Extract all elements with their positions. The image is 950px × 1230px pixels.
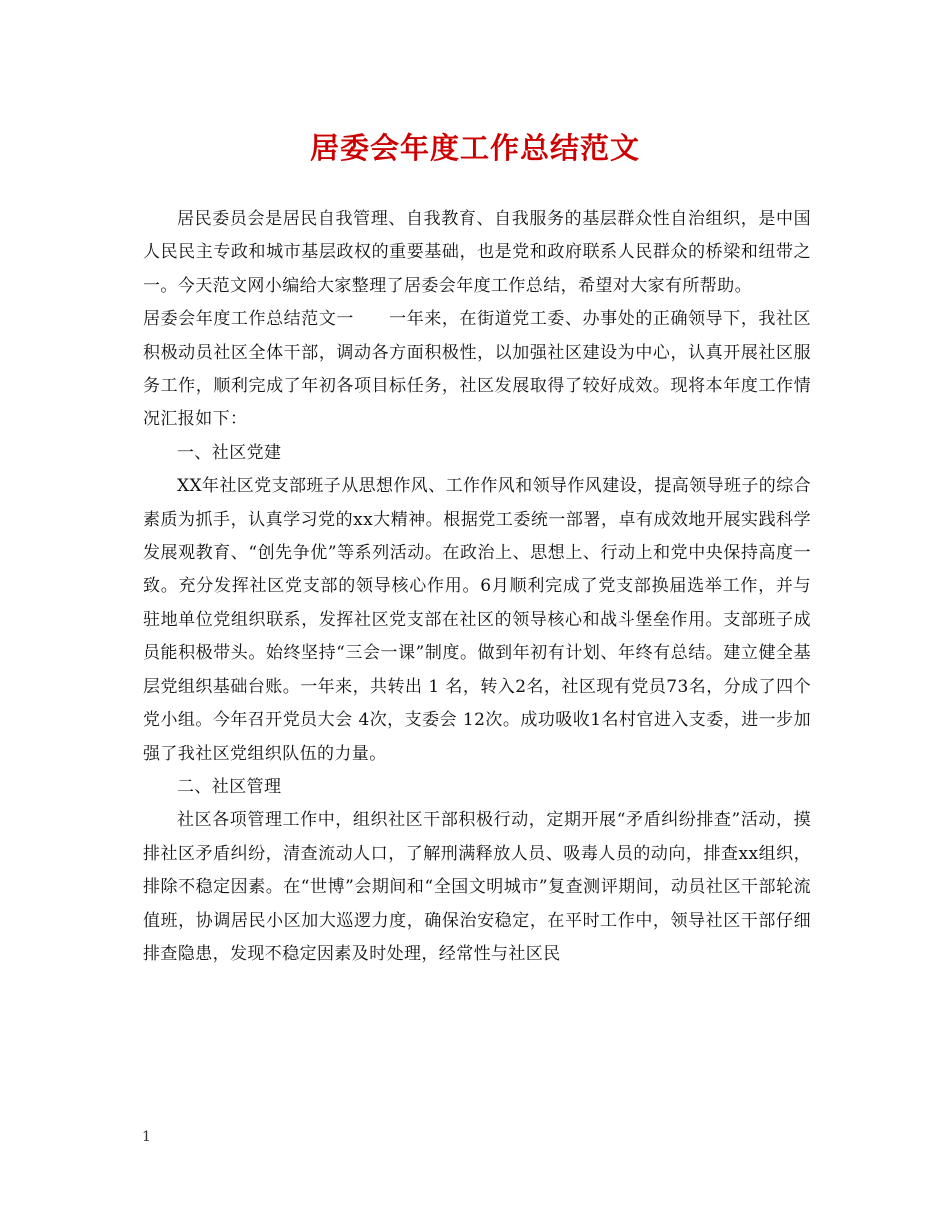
paragraph-sample-one-opening: 居委会年度工作总结范文一 一年来，在街道党工委、办事处的正确领导下，我社区积极动员社区全体干部，调动各方面积极性，以加强社区建设为中心，认真开展社区服务工作，顺利完成了年初各项目标任务，社区发展取得了较好成效。现将本年度工作情况汇报如下： <box>143 309 811 430</box>
paragraph-intro: 居民委员会是居民自我管理、自我教育、自我服务的基层群众性自治组织，是中国人民民主专政和城市基层政权的重要基础，也是党和政府联系人民群众的桥梁和纽带之一。今天范文网小编给大家整理了居委会年度工作总结，希望对大家有所帮助。 <box>143 209 811 296</box>
section-heading-community-management: 二、社区管理 <box>177 776 282 797</box>
section-heading-party-building: 一、社区党建 <box>177 442 282 463</box>
paragraph-community-management: 社区各项管理工作中，组织社区干部积极行动，定期开展“矛盾纠纷排查”活动，摸排社区矛盾纠纷，清查流动人口，了解刑满释放人员、吸毒人员的动向，排查xx组织，排除不稳定因素。在“世博”会期间和“全国文明城市”复查测评期间，动员社区干部轮流值班，协调居民小区加大巡逻力度，确保治安稳定，在平时工作中，领导社区干部仔细排查隐患，发现不稳定因素及时处理，经常性与社区民 <box>143 810 811 964</box>
document-body <box>143 203 811 971</box>
paragraph-party-building: XX年社区党支部班子从思想作风、工作作风和领导作风建设，提高领导班子的综合素质为抓手，认真学习党的xx大精神。根据党工委统一部署，卓有成效地开展实践科学发展观教育、“创先争优”等系列活动。在政治上、思想上、行动上和党中央保持高度一致。充分发挥社区党支部的领导核心作用。6月顺利完成了党支部换届选举工作，并与驻地单位党组织联系，发挥社区党支部在社区的领导核心和战斗堡垒作用。支部班子成员能积极带头。始终坚持“三会一课”制度。做到年初有计划、年终有总结。建立健全基层党组织基础台账。一年来，共转出 1 名，转入2名，社区现有党员73名，分成了四个党小组。今年召开党员大会 4次，支委会 12次。成功吸收1名村官进入支委，进一步加强了我社区党组织队伍的力量。 <box>143 476 812 764</box>
document-title: 居委会年度工作总结范文 <box>309 131 640 165</box>
page-number: 1 <box>142 1129 151 1145</box>
